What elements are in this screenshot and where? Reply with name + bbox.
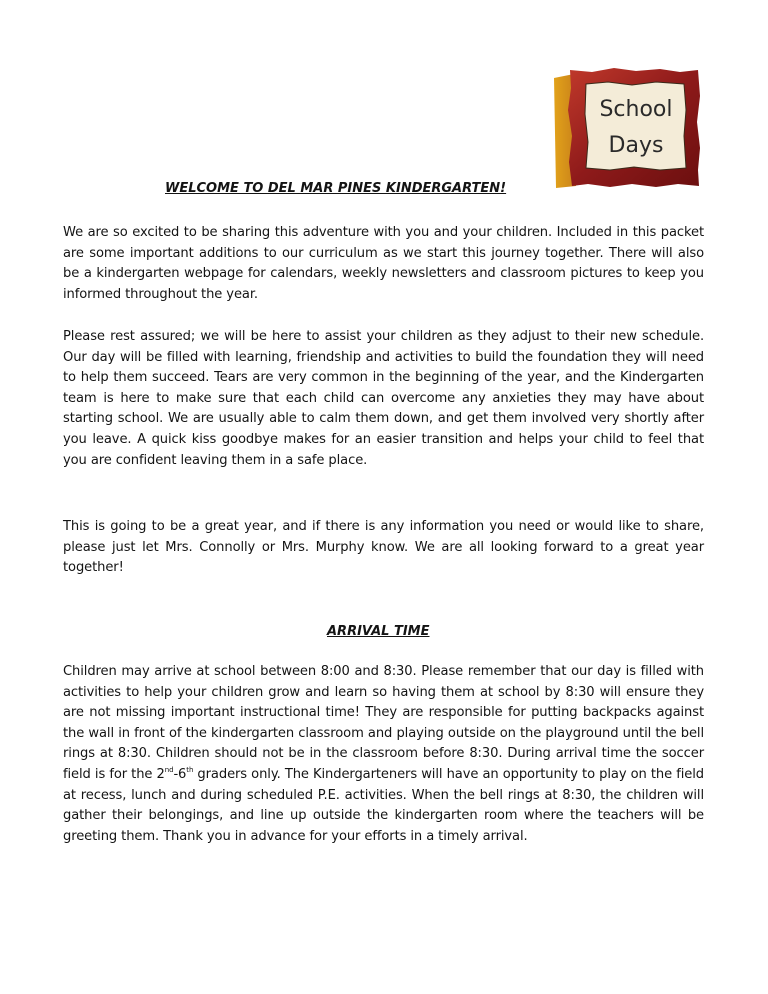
logo-text-line1: School (599, 97, 673, 122)
arrival-text-before: Children may arrive at school between 8:00 and 8:30. Please remember that our day is filled with activities to help your children grow and learn so having them at school by 8:30 will ensure they are not missing important instructional time! They are responsible for putting backpacks against the wall in front of the kindergarten classroom and playing outside on the playground until the bell rings at 8:30. Children should not be in the classroom before 8:30. During arrival time the soccer field is for the 2 (63, 664, 704, 782)
grade-superscript-th: th (186, 765, 194, 774)
welcome-paragraph-1: We are so excited to be sharing this adventure with you and your children. Included in this packet are some important additions to our curriculum as we start this journey together. There will also be a kindergarten webpage for calendars, weekly newsletters and classroom pictures to keep you informed throughout the year. (63, 225, 704, 302)
arrival-paragraph (63, 662, 704, 847)
welcome-paragraph-3: This is going to be a great year, and if there is any information you need or would like to share, please just let Mrs. Connolly or Mrs. Murphy know. We are all looking forward to a great year together! (63, 519, 704, 576)
grade-superscript-nd: nd (164, 765, 174, 774)
arrival-text-after: graders only. The Kindergarteners will have an opportunity to play on the field at recess, lunch and during scheduled P.E. activities. When the bell rings at 8:30, the children will gather their belongings, and line up outside the kindergarten room where the teachers will be greeting them. Thank you in advance for your efforts in a timely arrival. (63, 766, 704, 844)
arrival-heading: ARRIVAL TIME (327, 624, 430, 639)
school-days-logo (552, 66, 702, 192)
arrival-grade-mid: -6 (173, 766, 187, 782)
logo-text-line2: Days (608, 133, 664, 158)
welcome-paragraph-2: Please rest assured; we will be here to assist your children as they adjust to their new schedule. Our day will be filled with learning, friendship and activities to build the foundation they will need to help them succeed. Tears are very common in the beginning of the year, and the Kindergarten team is here to make sure that each child can overcome any anxieties they may have about starting school. We are usually able to calm them down, and get them involved very shortly after you leave. A quick kiss goodbye makes for an easier transition and helps your child to feel that you are confident leaving them in a safe place. (63, 329, 704, 468)
welcome-heading: WELCOME TO DEL MAR PINES KINDERGARTEN! (165, 181, 507, 196)
